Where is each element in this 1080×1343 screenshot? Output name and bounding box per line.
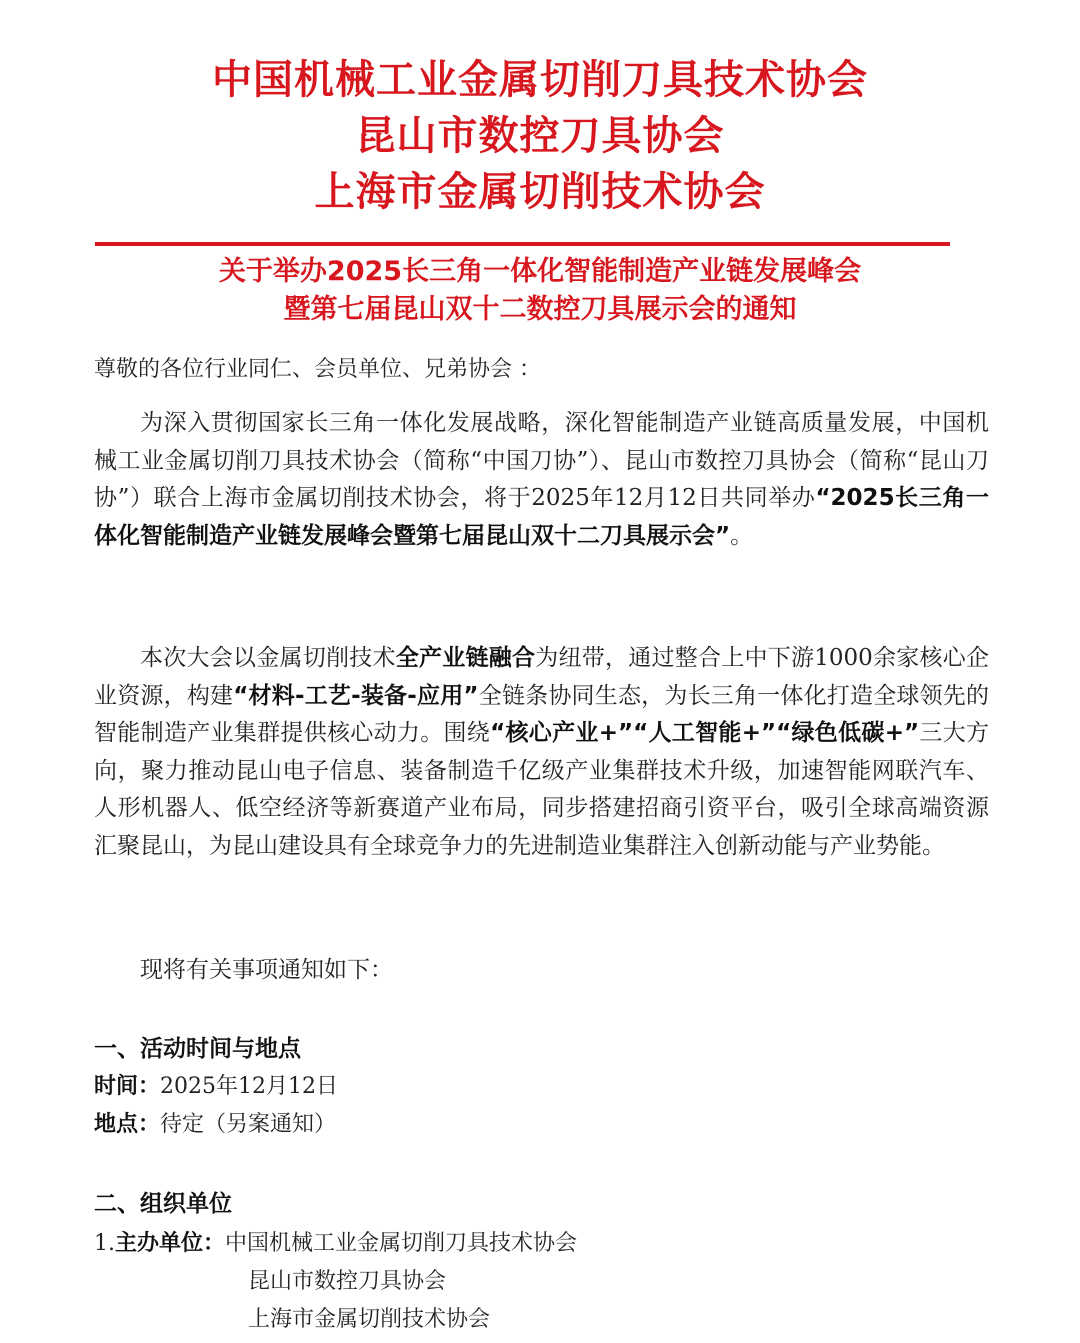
time-label: 时间： <box>94 1074 161 1099</box>
goals-paragraph <box>94 640 989 865</box>
goals-bold-2: “材料-工艺-装备-应用” <box>233 682 479 709</box>
org-name-2: 昆山市数控刀具协会 <box>355 113 725 159</box>
place-value: 待定（另案通知） <box>160 1112 337 1137</box>
issuing-organizations <box>0 52 1080 220</box>
intro-text: 为深入贯彻国家长三角一体化发展战略，深化智能制造产业链高质量发展，中国机械工业金属切削刀具技术协会（简称“中国刀协”）、昆山市数控刀具协会（简称“昆山刀协”）联合上海市金属切削技术协会，将于2025年12月12日共同举办 <box>94 410 989 511</box>
goals-text-3: 全链条协同生态，为长三角一体化打造全球领先的智能制造产业集群提供核心动力。围绕 <box>94 682 989 746</box>
section-2-heading: 二、组织单位 <box>94 1191 232 1217</box>
notice-title-line-1: 关于举办2025长三角一体化智能制造产业链发展峰会 <box>218 256 862 287</box>
item-number: 1. <box>94 1231 115 1256</box>
goals-text-2: 为纽带，通过整合上中下游1000余家核心企业资源，构建 <box>94 645 990 709</box>
goals-bold-3: “核心产业+”“人工智能+”“绿色低碳+” <box>490 720 920 746</box>
org-name-1: 中国机械工业金属切削刀具技术协会 <box>212 57 868 103</box>
intro-end: 。 <box>730 522 754 549</box>
host-org-2: 昆山市数控刀具协会 <box>248 1269 447 1294</box>
host-label: 主办单位： <box>115 1231 226 1256</box>
red-divider <box>95 242 950 246</box>
intro-paragraph <box>94 405 989 555</box>
event-time <box>94 1069 338 1105</box>
notice-title <box>0 253 1080 329</box>
goals-text-1: 本次大会以金属切削技术 <box>140 645 396 671</box>
time-value: 2025年12月12日 <box>160 1074 338 1099</box>
place-label: 地点： <box>94 1112 161 1137</box>
host-org-1: 中国机械工业金属切削刀具技术协会 <box>225 1231 578 1256</box>
event-name: “2025长三角一体化智能制造产业链发展峰会暨第七届昆山双十二刀具展示会” <box>94 485 989 549</box>
goals-text-4: 三大方向，聚力推动昆山电子信息、装备制造千亿级产业集群技术升级，加速智能网联汽车、人形机器人、低空经济等新赛道产业布局，同步搭建招商引资平台，吸引全球高端资源汇聚昆山，为昆山建设具有全球竞争力的先进制造业集群注入创新动能与产业势能。 <box>94 720 990 859</box>
section-1-heading: 一、活动时间与地点 <box>94 1036 301 1062</box>
host-org-3: 上海市金属切削技术协会 <box>248 1307 491 1332</box>
salutation: 尊敬的各位行业同仁、会员单位、兄弟协会 ： <box>94 357 541 382</box>
notice-title-line-2: 暨第七届昆山双十二数控刀具展示会的通知 <box>283 294 797 325</box>
goals-bold-1: 全产业链融合 <box>395 645 536 671</box>
event-place <box>94 1107 336 1143</box>
org-name-3: 上海市金属切削技术协会 <box>314 169 766 215</box>
notice-lead: 现将有关事项通知如下： <box>140 957 393 983</box>
host-organizations <box>94 1225 577 1339</box>
